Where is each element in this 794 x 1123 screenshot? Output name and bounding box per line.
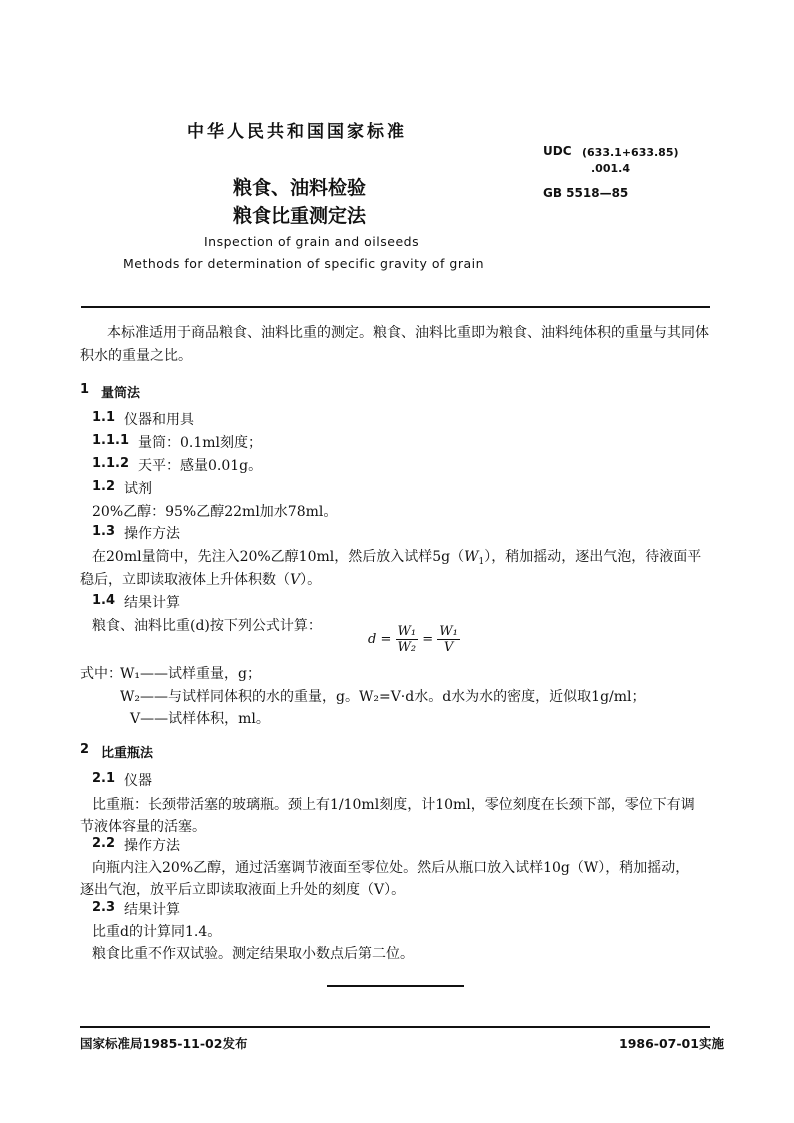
section-1-1-2-number: 1.1.2 bbox=[92, 456, 130, 471]
formula-eq-2: = bbox=[422, 632, 434, 647]
section-1-heading: 量筒法 bbox=[101, 386, 141, 401]
formula-num-1: W₁ bbox=[397, 624, 417, 639]
section-2-2-line-1: 向瓶内注入20%乙醇，通过活塞调节液面至零位处。然后从瓶口放入试样10g（W），稍加摇动， bbox=[92, 860, 690, 876]
formula-lhs: d bbox=[368, 632, 377, 647]
var-w: W bbox=[464, 549, 479, 565]
section-2-3-line-1: 比重d的计算同1.4。 bbox=[92, 924, 222, 940]
gb-code: GB 5518—85 bbox=[543, 186, 629, 200]
var-v: V bbox=[290, 572, 301, 588]
section-2-2-number: 2.2 bbox=[92, 836, 116, 851]
section-2-3-number: 2.3 bbox=[92, 900, 116, 915]
formula-num-2: W₁ bbox=[439, 624, 458, 639]
section-2-1-title: 仪器 bbox=[124, 773, 152, 789]
section-1-2-title: 试剂 bbox=[124, 481, 152, 497]
section-2-1-number: 2.1 bbox=[92, 771, 116, 786]
section-2-1-line-2: 节液体容量的活塞。 bbox=[80, 819, 206, 835]
section-1-4-number: 1.4 bbox=[92, 593, 116, 608]
title-cn-2: 粮食比重测定法 bbox=[233, 205, 367, 227]
section-1-3-line-1-b: ），稍加摇动，逐出气泡，待液面平 bbox=[484, 549, 702, 565]
intro-line-2: 积水的重量之比。 bbox=[80, 348, 192, 364]
section-2-heading: 比重瓶法 bbox=[101, 746, 154, 761]
header-divider bbox=[81, 306, 710, 308]
section-1-1-number: 1.1 bbox=[92, 410, 116, 425]
section-1-3-line-2-b: ）。 bbox=[300, 572, 322, 588]
formula-eq-1: = bbox=[380, 632, 392, 647]
where-item-3: V——试样体积，ml。 bbox=[130, 711, 270, 727]
formula-fraction-2 bbox=[437, 624, 460, 655]
section-1-1-2-text: 天平：感量0.01g。 bbox=[138, 458, 263, 474]
section-1-2-text: 20%乙醇：95%乙醇22ml加水78ml。 bbox=[92, 504, 338, 520]
title-cn-1: 粮食、油料检验 bbox=[233, 177, 367, 199]
section-1-3-line-1 bbox=[92, 546, 701, 567]
section-2-1-line-1: 比重瓶：长颈带活塞的玻璃瓶。颈上有1/10ml刻度，计10ml，零位刻度在长颈下部，零位下有调 bbox=[92, 797, 695, 813]
udc-value-2: .001.4 bbox=[591, 162, 630, 175]
formula bbox=[368, 624, 460, 655]
section-1-3-line-2 bbox=[80, 569, 321, 589]
section-1-3-line-1-a: 在20ml量筒中，先注入20%乙醇10ml，然后放入试样5g（ bbox=[92, 549, 465, 565]
section-1-3-title: 操作方法 bbox=[124, 526, 180, 542]
formula-fraction-1 bbox=[396, 624, 419, 655]
section-1-1-1-text: 量筒：0.1ml刻度； bbox=[138, 435, 263, 451]
title-en-2: Methods for determination of specific gravity of grain bbox=[123, 256, 485, 271]
where-item-1: W₁——试样重量，g； bbox=[120, 666, 261, 682]
where-label: 式中： bbox=[80, 666, 122, 682]
section-2-3-line-2: 粮食比重不作双试验。测定结果取小数点后第二位。 bbox=[92, 946, 414, 962]
footer-divider bbox=[80, 1026, 710, 1028]
issued-date: 国家标准局1985-11-02发布 bbox=[80, 1036, 248, 1051]
title-en-1: Inspection of grain and oilseeds bbox=[204, 234, 420, 249]
section-1-3-number: 1.3 bbox=[92, 524, 116, 539]
formula-den-2: V bbox=[443, 640, 454, 655]
section-2-2-title: 操作方法 bbox=[124, 838, 180, 854]
section-1-1-1-number: 1.1.1 bbox=[92, 433, 130, 448]
section-1-1-title: 仪器和用具 bbox=[124, 412, 194, 428]
section-1-4-title: 结果计算 bbox=[124, 595, 180, 611]
section-2-number: 2 bbox=[80, 742, 90, 757]
section-1-number: 1 bbox=[80, 382, 90, 397]
section-1-2-number: 1.2 bbox=[92, 479, 116, 494]
section-2-3-title: 结果计算 bbox=[124, 902, 180, 918]
country-standard-title: 中华人民共和国国家标准 bbox=[187, 122, 407, 142]
udc-label: UDC bbox=[543, 144, 572, 158]
effective-date: 1986-07-01实施 bbox=[619, 1036, 724, 1051]
intro-line-1: 本标准适用于商品粮食、油料比重的测定。粮食、油料比重即为粮食、油料纯体积的重量与其同体 bbox=[107, 325, 709, 341]
section-1-4-text: 粮食、油料比重(d)按下列公式计算： bbox=[92, 618, 322, 634]
var-w-sub: 1 bbox=[478, 557, 485, 567]
formula-den-1: W₂ bbox=[397, 640, 417, 655]
where-item-2: W₂——与试样同体积的水的重量，g。W₂=V·d水。d水为水的密度，近似取1g/ml； bbox=[120, 689, 646, 705]
section-1-3-line-2-a: 稳后，立即读取液体上升体积数（ bbox=[80, 572, 290, 588]
end-divider bbox=[327, 985, 464, 987]
udc-value: (633.1+633.85) bbox=[582, 146, 679, 159]
section-2-2-line-2: 逐出气泡，放平后立即读取液面上升处的刻度（V）。 bbox=[80, 882, 406, 898]
